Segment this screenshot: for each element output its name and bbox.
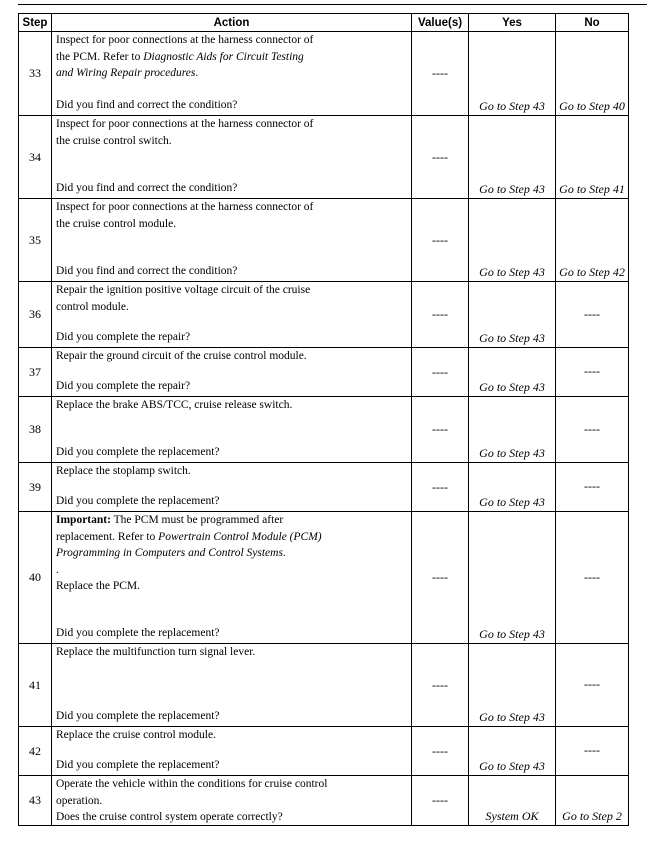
action-line <box>56 282 407 299</box>
action-question: Did you find and correct the condition? <box>56 264 238 277</box>
step-number: 38 <box>19 397 52 463</box>
no-cell: ---- <box>556 727 629 776</box>
action-question: Does the cruise control system operate correctly? <box>56 811 283 823</box>
table-body <box>19 32 629 826</box>
important-label: Important: <box>56 514 111 526</box>
action-cell <box>52 282 412 348</box>
no-cell: ---- <box>556 463 629 512</box>
action-text: the cruise control switch. <box>56 134 172 147</box>
value-cell: ---- <box>412 644 469 727</box>
value-cell: ---- <box>412 727 469 776</box>
action-line <box>56 397 407 414</box>
action-question: Did you complete the repair? <box>56 379 191 392</box>
table-row <box>19 644 629 727</box>
action-text: the PCM. Refer to <box>56 50 144 63</box>
action-question: Did you complete the replacement? <box>56 494 220 507</box>
action-text: Repair the ground circuit of the cruise control module. <box>56 350 307 362</box>
no-cell: ---- <box>556 348 629 397</box>
table-row <box>19 116 629 199</box>
step-number: 37 <box>19 348 52 397</box>
header-values: Value(s) <box>412 14 469 32</box>
yes-cell: Go to Step 43 <box>469 116 556 199</box>
action-line <box>56 32 407 49</box>
action-text: the cruise control module. <box>56 217 177 230</box>
yes-cell: Go to Step 43 <box>469 32 556 116</box>
step-number: 39 <box>19 463 52 512</box>
action-text: Replace the stoplamp switch. <box>56 465 191 477</box>
no-cell: ---- <box>556 644 629 727</box>
no-cell: ---- <box>556 397 629 463</box>
yes-cell: Go to Step 43 <box>469 727 556 776</box>
value-cell: ---- <box>412 397 469 463</box>
action-text: Replace the PCM. <box>56 580 140 592</box>
table-row <box>19 397 629 463</box>
value-cell: ---- <box>412 116 469 199</box>
reference-link: and Wiring Repair procedures <box>56 67 196 79</box>
step-number: 41 <box>19 644 52 727</box>
action-question: Did you complete the replacement? <box>56 709 220 722</box>
value-cell: ---- <box>412 348 469 397</box>
action-line <box>56 463 407 480</box>
action-cell <box>52 32 412 116</box>
table-row <box>19 463 629 512</box>
action-cell <box>52 727 412 776</box>
yes-cell: Go to Step 43 <box>469 282 556 348</box>
action-text: Inspect for poor connections at the harness connector of <box>56 34 314 46</box>
action-question: Did you complete the replacement? <box>56 445 220 458</box>
action-text: Replace the cruise control module. <box>56 729 216 741</box>
yes-cell: System OK <box>469 776 556 826</box>
action-cell <box>52 463 412 512</box>
action-text: operation. <box>56 794 103 807</box>
table-row <box>19 32 629 116</box>
value-cell: ---- <box>412 32 469 116</box>
action-line <box>56 49 407 66</box>
table-row <box>19 776 629 826</box>
no-cell: Go to Step 42 <box>556 199 629 282</box>
yes-cell: Go to Step 43 <box>469 644 556 727</box>
action-line <box>56 65 407 82</box>
action-text: replacement. Refer to <box>56 530 159 543</box>
yes-cell: Go to Step 43 <box>469 512 556 644</box>
action-cell <box>52 348 412 397</box>
action-line <box>56 562 407 579</box>
header-no: No <box>556 14 629 32</box>
no-cell: ---- <box>556 282 629 348</box>
no-cell: Go to Step 2 <box>556 776 629 826</box>
action-cell <box>52 199 412 282</box>
value-cell: ---- <box>412 199 469 282</box>
reference-link: Programming in Computers and Control Systems <box>56 547 283 559</box>
step-number: 33 <box>19 32 52 116</box>
action-line <box>56 299 407 316</box>
reference-link: Powertrain Control Module (PCM) <box>158 530 322 543</box>
action-text: Operate the vehicle within the conditions for cruise control <box>56 778 328 790</box>
action-line <box>56 116 407 133</box>
action-text: . <box>195 67 199 79</box>
action-line <box>56 776 407 793</box>
yes-cell: Go to Step 43 <box>469 463 556 512</box>
action-text: Inspect for poor connections at the harness connector of <box>56 118 314 130</box>
step-number: 43 <box>19 776 52 826</box>
no-cell: Go to Step 40 <box>556 32 629 116</box>
action-text: control module. <box>56 300 129 313</box>
value-cell: ---- <box>412 512 469 644</box>
diagnostic-table <box>18 13 629 826</box>
action-line <box>56 727 407 744</box>
action-line <box>56 793 407 810</box>
action-text: Replace the multifunction turn signal lever. <box>56 646 256 658</box>
step-number: 34 <box>19 116 52 199</box>
action-text: Repair the ignition positive voltage circuit of the cruise <box>56 284 311 296</box>
action-question: Did you complete the replacement? <box>56 758 220 771</box>
action-cell <box>52 116 412 199</box>
action-cell <box>52 776 412 826</box>
action-line <box>56 216 407 233</box>
table-row <box>19 348 629 397</box>
step-number: 36 <box>19 282 52 348</box>
header-step: Step <box>19 14 52 32</box>
header-action: Action <box>52 14 412 32</box>
action-line <box>56 512 407 529</box>
action-cell <box>52 512 412 644</box>
step-number: 35 <box>19 199 52 282</box>
action-cell <box>52 644 412 727</box>
action-cell <box>52 397 412 463</box>
header-row <box>19 14 629 32</box>
action-question: Did you complete the repair? <box>56 330 191 343</box>
table-row <box>19 512 629 644</box>
action-text: Replace the brake ABS/TCC, cruise release switch. <box>56 399 293 411</box>
reference-link: Diagnostic Aids for Circuit Testing <box>143 50 304 63</box>
action-question: Did you find and correct the condition? <box>56 181 238 194</box>
action-line <box>56 545 407 562</box>
action-line <box>56 644 407 661</box>
value-cell: ---- <box>412 282 469 348</box>
page-top-rule <box>18 4 647 5</box>
action-line <box>56 529 407 546</box>
step-number: 42 <box>19 727 52 776</box>
table-row <box>19 727 629 776</box>
no-cell: Go to Step 41 <box>556 116 629 199</box>
table-row <box>19 282 629 348</box>
action-text: Inspect for poor connections at the harness connector of <box>56 201 314 213</box>
action-text: . <box>282 547 286 559</box>
action-line <box>56 348 407 365</box>
action-question: Did you find and correct the condition? <box>56 98 238 111</box>
action-line <box>56 199 407 216</box>
action-text: The PCM must be programmed after <box>110 514 284 526</box>
action-text: . <box>56 563 59 576</box>
no-cell: ---- <box>556 512 629 644</box>
action-line <box>56 133 407 150</box>
step-number: 40 <box>19 512 52 644</box>
yes-cell: Go to Step 43 <box>469 199 556 282</box>
action-line <box>56 578 407 595</box>
value-cell: ---- <box>412 776 469 826</box>
yes-cell: Go to Step 43 <box>469 348 556 397</box>
header-yes: Yes <box>469 14 556 32</box>
value-cell: ---- <box>412 463 469 512</box>
table-row <box>19 199 629 282</box>
yes-cell: Go to Step 43 <box>469 397 556 463</box>
action-question: Did you complete the replacement? <box>56 626 220 639</box>
